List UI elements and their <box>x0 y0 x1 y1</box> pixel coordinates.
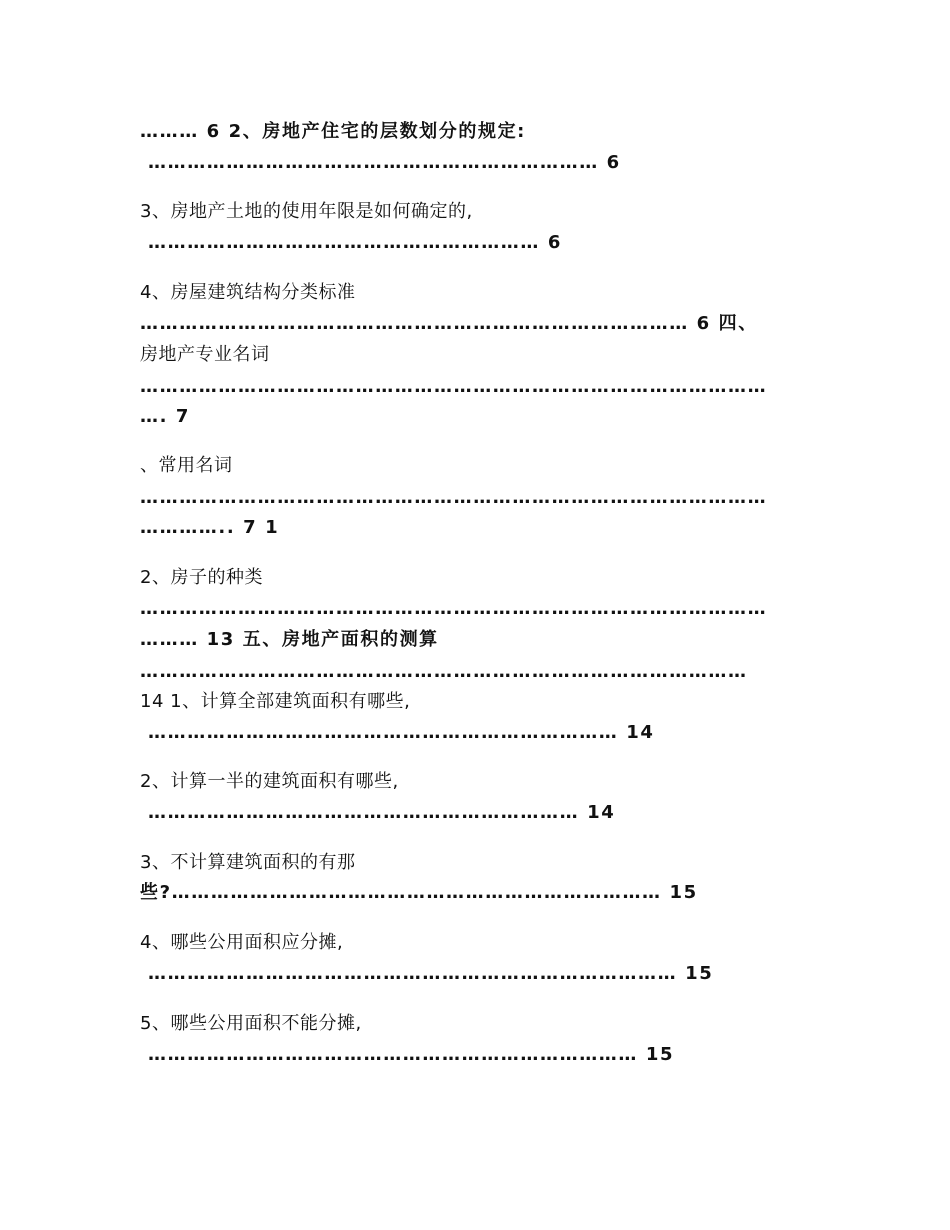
toc-line: 14 1、计算全部建筑面积有哪些, <box>140 691 411 712</box>
toc-leader-line: ………………………………………………………… 14 <box>148 802 616 823</box>
toc-leader-line: ………………………………………………………………………… 6 四、 <box>140 313 758 334</box>
toc-leader-line: ……………………………………………………………………… 15 <box>148 963 714 984</box>
toc-leader-line: ……………………………………………………………… 14 <box>148 722 655 743</box>
toc-line: ……… 6 2、房地产住宅的层数划分的规定: <box>140 121 526 142</box>
toc-leader-line: ………………………………………………………………………………… <box>140 661 748 682</box>
toc-leader-line: …………………………………………………………… 6 <box>148 152 621 173</box>
toc-leader-line: ………………………………………………………………… 15 <box>148 1044 675 1065</box>
toc-leader-line: …. 7 <box>140 406 191 427</box>
toc-line: 5、哪些公用面积不能分摊, <box>140 1013 362 1034</box>
toc-leader-line: …………………………………………………………………………………… <box>140 598 768 619</box>
toc-leader-line: …………………………………………………………………………………… <box>140 376 768 397</box>
toc-leader-line: …………………………………………………………………………………… <box>140 487 768 508</box>
toc-line: 3、房地产土地的使用年限是如何确定的, <box>140 201 473 222</box>
toc-line: 2、计算一半的建筑面积有哪些, <box>140 771 399 792</box>
toc-line: 3、不计算建筑面积的有那 <box>140 852 356 873</box>
toc-line: 2、房子的种类 <box>140 567 263 588</box>
toc-line: 4、房屋建筑结构分类标准 <box>140 282 356 303</box>
toc-line: ……… 13 五、房地产面积的测算 <box>140 629 439 650</box>
toc-line: 4、哪些公用面积应分摊, <box>140 932 344 953</box>
toc-line: 房地产专业名词 <box>140 344 270 365</box>
toc-leader-line: ………….. 7 1 <box>140 517 280 538</box>
toc-leader-line: 些?………………………………………………………………… 15 <box>140 882 698 903</box>
toc-line: 、常用名词 <box>140 455 233 476</box>
toc-leader-line: …………………………………………………… 6 <box>148 232 562 253</box>
